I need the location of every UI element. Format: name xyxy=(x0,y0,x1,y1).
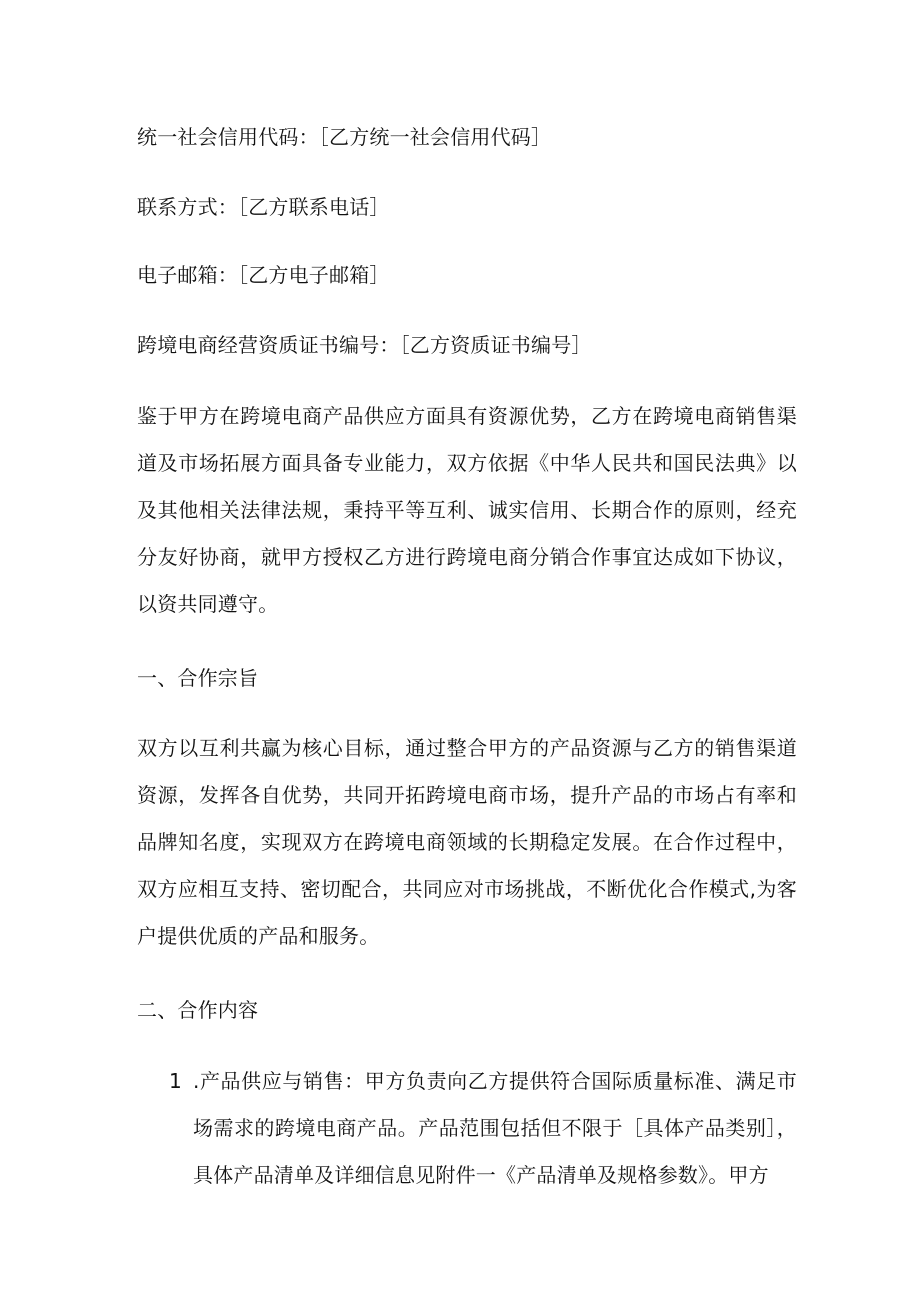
section-1-body: 双方以互利共赢为核心目标，通过整合甲方的产品资源与乙方的销售渠道资源，发挥各自优势，共同开拓跨境电商市场，提升产品的市场占有率和品牌知名度，实现双方在跨境电商领域的长期稳定发展。在合作过程中，双方应相互支持、密切配合，共同应对市场挑战，不断优化合作模式,为客户提供优质的产品和服务。 xyxy=(137,736,797,948)
section-1-heading: 一、合作宗旨 xyxy=(137,666,259,690)
party-b-credit-code: 统一社会信用代码：［乙方统一社会信用代码］ xyxy=(137,125,552,149)
preamble-paragraph: 鉴于甲方在跨境电商产品供应方面具有资源优势，乙方在跨境电商销售渠道及市场拓展方面具备专业能力，双方依据《中华人民共和国民法典》以及其他相关法律法规，秉持平等互利、诚实信用、长期合作的原则，经充分友好协商，就甲方授权乙方进行跨境电商分销合作事宜达成如下协议，以资共同遵守。 xyxy=(137,404,797,616)
list-item-number: 1 xyxy=(169,1069,182,1093)
party-b-contact: 联系方式：［乙方联系电话］ xyxy=(137,195,390,219)
list-item-text: .产品供应与销售：甲方负责向乙方提供符合国际质量标准、满足市场需求的跨境电商产品。产品范围包括但不限于［具体产品类别］，具体产品清单及详细信息见附件一《产品清单及规格参数》。甲方 xyxy=(193,1069,797,1187)
section-2-heading: 二、合作内容 xyxy=(137,998,259,1022)
party-b-license: 跨境电商经营资质证书编号：［乙方资质证书编号］ xyxy=(137,333,592,357)
party-b-email: 电子邮箱：［乙方电子邮箱］ xyxy=(137,263,390,287)
